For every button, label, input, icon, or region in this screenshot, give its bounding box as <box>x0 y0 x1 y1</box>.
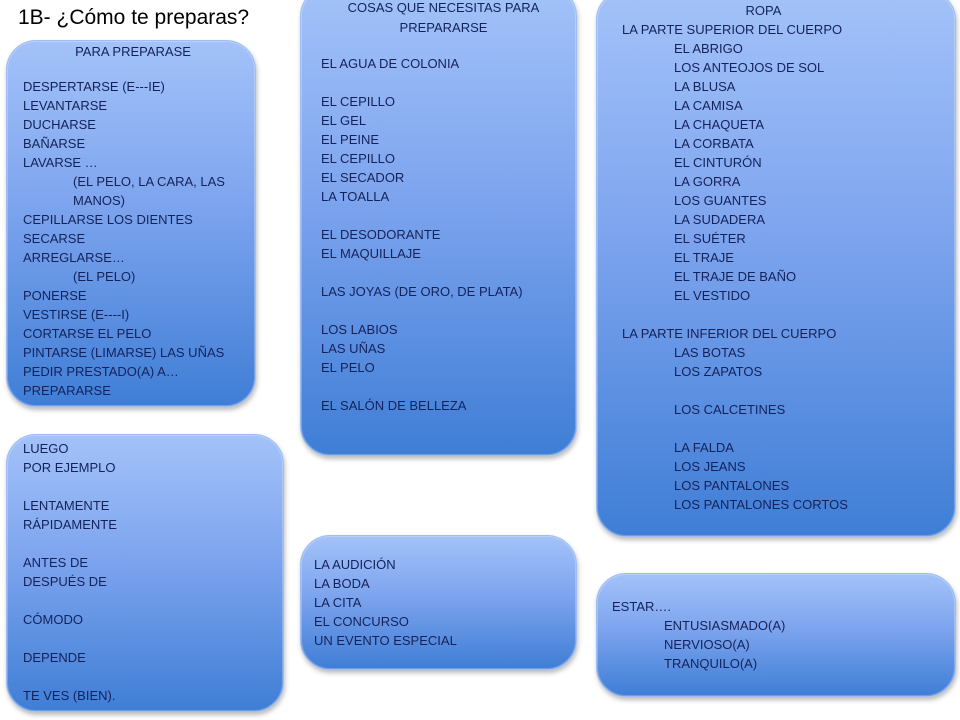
ropa-upper-item: LA CORBATA <box>674 136 754 151</box>
spacer <box>23 534 273 553</box>
preparar-item: PINTARSE (LIMARSE) LAS UÑAS <box>23 345 225 360</box>
evento-item: LA CITA <box>314 595 362 610</box>
preparar-item: PONERSE <box>23 288 87 303</box>
preparar-item: VESTIRSE (E----I) <box>23 307 130 322</box>
cosas-item: EL AGUA DE COLONIA <box>321 56 460 71</box>
preparar-item: LEVANTARSE <box>23 98 108 113</box>
eventos-list <box>314 555 566 650</box>
luego-item: DESPUÉS DE <box>23 574 107 589</box>
luego-item: RÁPIDAMENTE <box>23 517 117 532</box>
ropa-lower-item: LOS CALCETINES <box>674 402 786 417</box>
ropa-upper-item: EL ABRIGO <box>674 41 743 56</box>
luego-item: ANTES DE <box>23 555 89 570</box>
cosas-box <box>300 0 577 456</box>
ropa-heading: ROPA <box>745 3 782 18</box>
luego-box <box>6 434 284 712</box>
preparar-item: PREPARARSE <box>23 383 111 398</box>
spacer <box>321 301 566 320</box>
preparar-list <box>23 77 243 400</box>
spacer <box>23 667 273 686</box>
estar-box <box>596 573 956 697</box>
ropa-upper-item: EL SUÉTER <box>674 231 746 246</box>
evento-item: LA BODA <box>314 576 370 591</box>
ropa-lower-list <box>622 343 945 514</box>
ropa-upper-item: EL TRAJE DE BAÑO <box>674 269 797 284</box>
ropa-box <box>596 0 956 537</box>
luego-item: LUEGO <box>23 441 69 456</box>
evento-item: LA AUDICIÓN <box>314 557 396 572</box>
page-title: 1B- ¿Cómo te preparas? <box>18 6 250 29</box>
spacer <box>622 381 945 400</box>
luego-item: LENTAMENTE <box>23 498 110 513</box>
cosas-item: EL SECADOR <box>321 170 405 185</box>
cosas-item: LAS UÑAS <box>321 341 386 356</box>
preparar-item: DUCHARSE <box>23 117 96 132</box>
preparar-heading: PARA PREPARASE <box>75 44 191 59</box>
spacer <box>321 377 566 396</box>
ropa-upper-item: LA BLUSA <box>674 79 736 94</box>
evento-item: UN EVENTO ESPECIAL <box>314 633 457 648</box>
cosas-item: LAS JOYAS (DE ORO, DE PLATA) <box>321 284 523 299</box>
cosas-item: EL GEL <box>321 113 367 128</box>
cosas-item: EL CEPILLO <box>321 94 395 109</box>
cosas-item: EL CEPILLO <box>321 151 395 166</box>
preparar-item: (EL PELO) <box>73 269 136 284</box>
cosas-item: LOS LABIOS <box>321 322 398 337</box>
preparar-box <box>6 40 256 407</box>
preparar-item: PEDIR PRESTADO(A) A… <box>23 364 179 379</box>
ropa-upper-item: LA SUDADERA <box>674 212 766 227</box>
ropa-lower-heading: LA PARTE INFERIOR DEL CUERPO <box>622 326 837 341</box>
estar-item: ENTUSIASMADO(A) <box>664 618 786 633</box>
spacer <box>23 629 273 648</box>
preparar-item: CEPILLARSE LOS DIENTES <box>23 212 193 227</box>
cosas-item: EL DESODORANTE <box>321 227 441 242</box>
ropa-upper-item: LA CAMISA <box>674 98 743 113</box>
ropa-lower-item: LOS PANTALONES <box>674 478 790 493</box>
luego-item: DEPENDE <box>23 650 86 665</box>
ropa-upper-item: LOS GUANTES <box>674 193 767 208</box>
luego-list <box>23 439 273 705</box>
ropa-lower-item: LOS ZAPATOS <box>674 364 763 379</box>
estar-item: NERVIOSO(A) <box>664 637 750 652</box>
spacer <box>321 263 566 282</box>
cosas-item: EL MAQUILLAJE <box>321 246 421 261</box>
cosas-item: EL SALÓN DE BELLEZA <box>321 398 467 413</box>
preparar-item: CORTARSE EL PELO <box>23 326 152 341</box>
spacer <box>23 591 273 610</box>
preparar-item: LAVARSE … <box>23 155 98 170</box>
cosas-item: EL PEINE <box>321 132 380 147</box>
preparar-item: ARREGLARSE… <box>23 250 125 265</box>
ropa-lower-item: LOS JEANS <box>674 459 746 474</box>
estar-heading: ESTAR…. <box>612 599 671 614</box>
ropa-upper-list <box>622 39 945 305</box>
spacer <box>622 419 945 438</box>
preparar-item: SECARSE <box>23 231 86 246</box>
preparar-item: BAÑARSE <box>23 136 86 151</box>
luego-item: CÓMODO <box>23 612 83 627</box>
cosas-item: LA TOALLA <box>321 189 390 204</box>
ropa-upper-item: EL TRAJE <box>674 250 734 265</box>
spacer <box>622 305 945 324</box>
ropa-upper-item: LA GORRA <box>674 174 741 189</box>
ropa-lower-item: LAS BOTAS <box>674 345 746 360</box>
spacer <box>23 477 273 496</box>
estar-list <box>612 616 945 673</box>
ropa-lower-item: LA FALDA <box>674 440 734 455</box>
ropa-upper-item: EL VESTIDO <box>674 288 751 303</box>
luego-item: TE VES (BIEN). <box>23 688 116 703</box>
preparar-item: (EL PELO, LA CARA, LAS MANOS) <box>73 174 225 208</box>
cosas-item: EL PELO <box>321 360 375 375</box>
cosas-heading: COSAS QUE NECESITAS PARA PREPARARSE <box>347 0 540 35</box>
spacer <box>321 73 566 92</box>
evento-item: EL CONCURSO <box>314 614 409 629</box>
ropa-lower-item: LOS PANTALONES CORTOS <box>674 497 848 512</box>
ropa-upper-item: LA CHAQUETA <box>674 117 765 132</box>
spacer <box>321 206 566 225</box>
estar-item: TRANQUILO(A) <box>664 656 758 671</box>
cosas-list <box>321 54 566 415</box>
ropa-upper-item: EL CINTURÓN <box>674 155 762 170</box>
eventos-box <box>300 535 577 670</box>
luego-item: POR EJEMPLO <box>23 460 116 475</box>
ropa-upper-item: LOS ANTEOJOS DE SOL <box>674 60 825 75</box>
preparar-item: DESPERTARSE (E---IE) <box>23 79 165 94</box>
ropa-upper-heading: LA PARTE SUPERIOR DEL CUERPO <box>622 22 843 37</box>
